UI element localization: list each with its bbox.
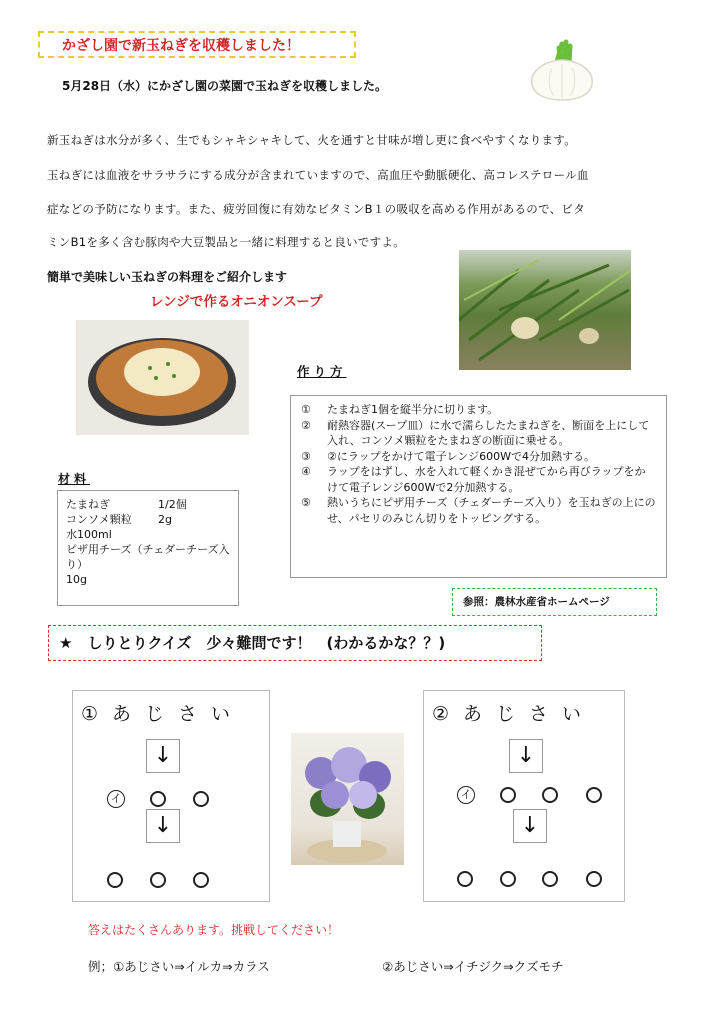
blank-circle xyxy=(193,872,209,888)
quiz-1-head: ①あじさい xyxy=(81,703,245,725)
step-item: ② 耐熱容器(スープ皿）に水で濡らしたたまねぎを、断面を上にして入れ、コンソメ顆粒をたまねぎの断面に乗せる。 xyxy=(301,418,650,447)
paragraph-line: ミンB1を多く含む豚肉や大豆製品と一緒に料理すると良いですよ。 xyxy=(47,235,406,249)
page-title: かざし園で新玉ねぎを収穫しました！ xyxy=(38,31,356,58)
blank-circle xyxy=(457,871,473,887)
material-item: 水100ml xyxy=(66,528,112,541)
material-item: 10g xyxy=(66,573,87,586)
paragraph-line: 新玉ねぎは水分が多く、生でもシャキシャキして、火を通すと甘味が増し更に食べやすくなります。 xyxy=(47,133,577,147)
blank-circle xyxy=(150,791,166,807)
blank-circle xyxy=(542,787,558,803)
quiz-2-head: ②あじさい xyxy=(432,703,596,725)
arrow-down-icon: ↓ xyxy=(513,809,547,843)
i-kana-mark: イ xyxy=(457,786,475,804)
answer-note: 答えはたくさんあります。挑戦してください！ xyxy=(88,923,340,937)
step-item: ① たまねぎ1個を縦半分に切ります。 xyxy=(301,403,499,416)
blank-circle xyxy=(586,787,602,803)
blank-circle xyxy=(586,871,602,887)
blank-circle xyxy=(107,872,123,888)
materials-label: 材料 xyxy=(58,472,91,486)
hydrangea-photo xyxy=(291,733,404,865)
example-answer-1: 例；①あじさい⇒イルカ⇒カラス xyxy=(88,959,270,974)
quiz-2-box xyxy=(423,690,625,902)
blank-circle xyxy=(500,787,516,803)
material-item: コンソメ顆粒 2g xyxy=(66,513,172,526)
material-item: ピザ用チーズ（チェダーチーズ入り） xyxy=(66,543,230,571)
step-item: ⑤ 熱いうちにピザ用チーズ（チェダーチーズ入り）を玉ねぎの上にのせ、パセリのみじん切りをトッピングする。 xyxy=(301,496,656,525)
i-kana-mark: イ xyxy=(107,790,125,808)
recipe-title: レンジで作るオニオンスープ xyxy=(150,294,323,310)
method-label: 作り方 xyxy=(297,364,347,379)
material-item: たまねぎ 1/2個 xyxy=(66,498,187,511)
recipe-intro: 簡単で美味しい玉ねぎの料理をご紹介します xyxy=(47,270,288,284)
steps-box xyxy=(290,395,667,578)
onion-illustration xyxy=(522,38,602,104)
arrow-down-icon: ↓ xyxy=(146,809,180,843)
quiz-1-box xyxy=(72,690,270,902)
materials-box xyxy=(57,490,239,606)
onion-soup-photo xyxy=(76,320,249,435)
example-answer-2: ②あじさい⇒イチジク⇒クズモチ xyxy=(382,959,564,974)
quiz-title: ★ しりとりクイズ 少々難問です！ (わかるかな？？) xyxy=(48,625,542,661)
arrow-down-icon: ↓ xyxy=(509,739,543,773)
paragraph-line: 症などの予防になります。また、疲労回復に有効なビタミンB１の吸収を高める作用があるので、ビタ xyxy=(47,202,586,216)
blank-circle xyxy=(500,871,516,887)
blank-circle xyxy=(542,871,558,887)
reference-note: 参照：農林水産省ホームページ xyxy=(452,588,657,616)
blank-circle xyxy=(193,791,209,807)
step-item: ③ ②にラップをかけて電子レンジ600Wで4分加熱する。 xyxy=(301,449,595,463)
paragraph-line: 玉ねぎには血液をサラサラにする成分が含まれていますので、高血圧や動脈硬化、高コレステロール血 xyxy=(47,168,589,182)
arrow-down-icon: ↓ xyxy=(146,739,180,773)
date-line: 5月28日（水）にかざし園の菜園で玉ねぎを収穫しました。 xyxy=(62,79,388,93)
step-item: ④ ラップをはずし、水を入れて軽くかき混ぜてから再びラップをかけて電子レンジ600Wで2分加熱する。 xyxy=(301,465,646,494)
onion-field-photo xyxy=(459,250,631,370)
blank-circle xyxy=(150,872,166,888)
